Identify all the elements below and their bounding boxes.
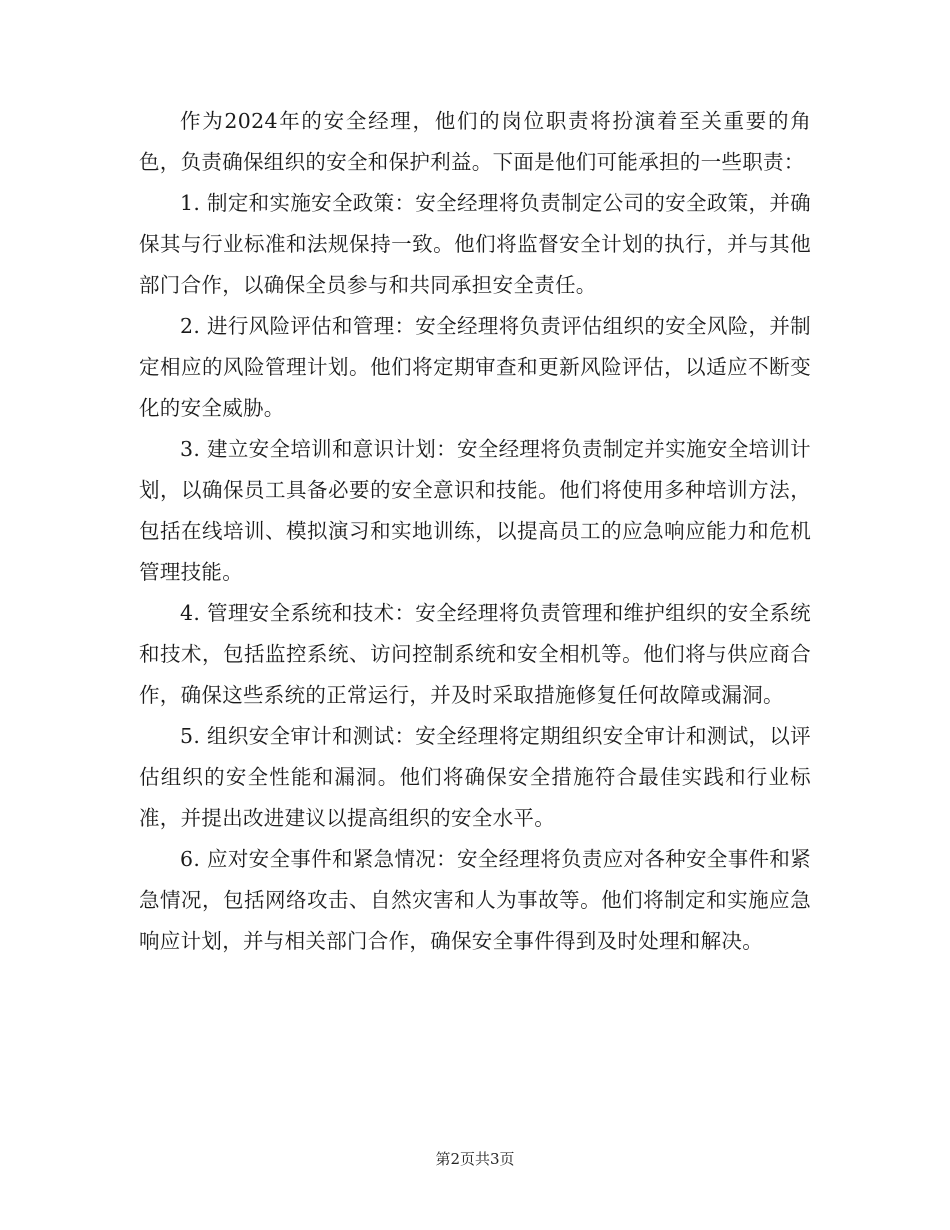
duty-paragraph-2: 2. 进行风险评估和管理：安全经理将负责评估组织的安全风险，并制定相应的风险管理计划。他们将定期审查和更新风险评估，以适应不断变化的安全威胁。 <box>139 314 811 420</box>
duty-paragraph-6: 6. 应对安全事件和紧急情况：安全经理将负责应对各种安全事件和紧急情况，包括网络攻击、自然灾害和人为事故等。他们将制定和实施应急响应计划，并与相关部门合作，确保安全事件得到及时处理和解决。 <box>139 847 811 953</box>
duty-paragraph-1: 1. 制定和实施安全政策：安全经理将负责制定公司的安全政策，并确保其与行业标准和法规保持一致。他们将监督安全计划的执行，并与其他部门合作，以确保全员参与和共同承担安全责任。 <box>139 191 811 297</box>
intro-paragraph: 作为2024年的安全经理，他们的岗位职责将扮演着至关重要的角色，负责确保组织的安全和保护利益。下面是他们可能承担的一些职责： <box>139 109 811 174</box>
duty-paragraph-5: 5. 组织安全审计和测试：安全经理将定期组织安全审计和测试，以评估组织的安全性能和漏洞。他们将确保安全措施符合最佳实践和行业标准，并提出改进建议以提高组织的安全水平。 <box>139 724 811 830</box>
page-number-footer: 第2页共3页 <box>435 1150 515 1168</box>
duty-paragraph-3: 3. 建立安全培训和意识计划：安全经理将负责制定并实施安全培训计划，以确保员工具备必要的安全意识和技能。他们将使用多种培训方法，包括在线培训、模拟演习和实地训练，以提高员工的应急响应能力和危机管理技能。 <box>139 437 811 584</box>
duty-paragraph-4: 4. 管理安全系统和技术：安全经理将负责管理和维护组织的安全系统和技术，包括监控系统、访问控制系统和安全相机等。他们将与供应商合作，确保这些系统的正常运行，并及时采取措施修复任何故障或漏洞。 <box>139 601 811 707</box>
document-body <box>139 101 811 962</box>
